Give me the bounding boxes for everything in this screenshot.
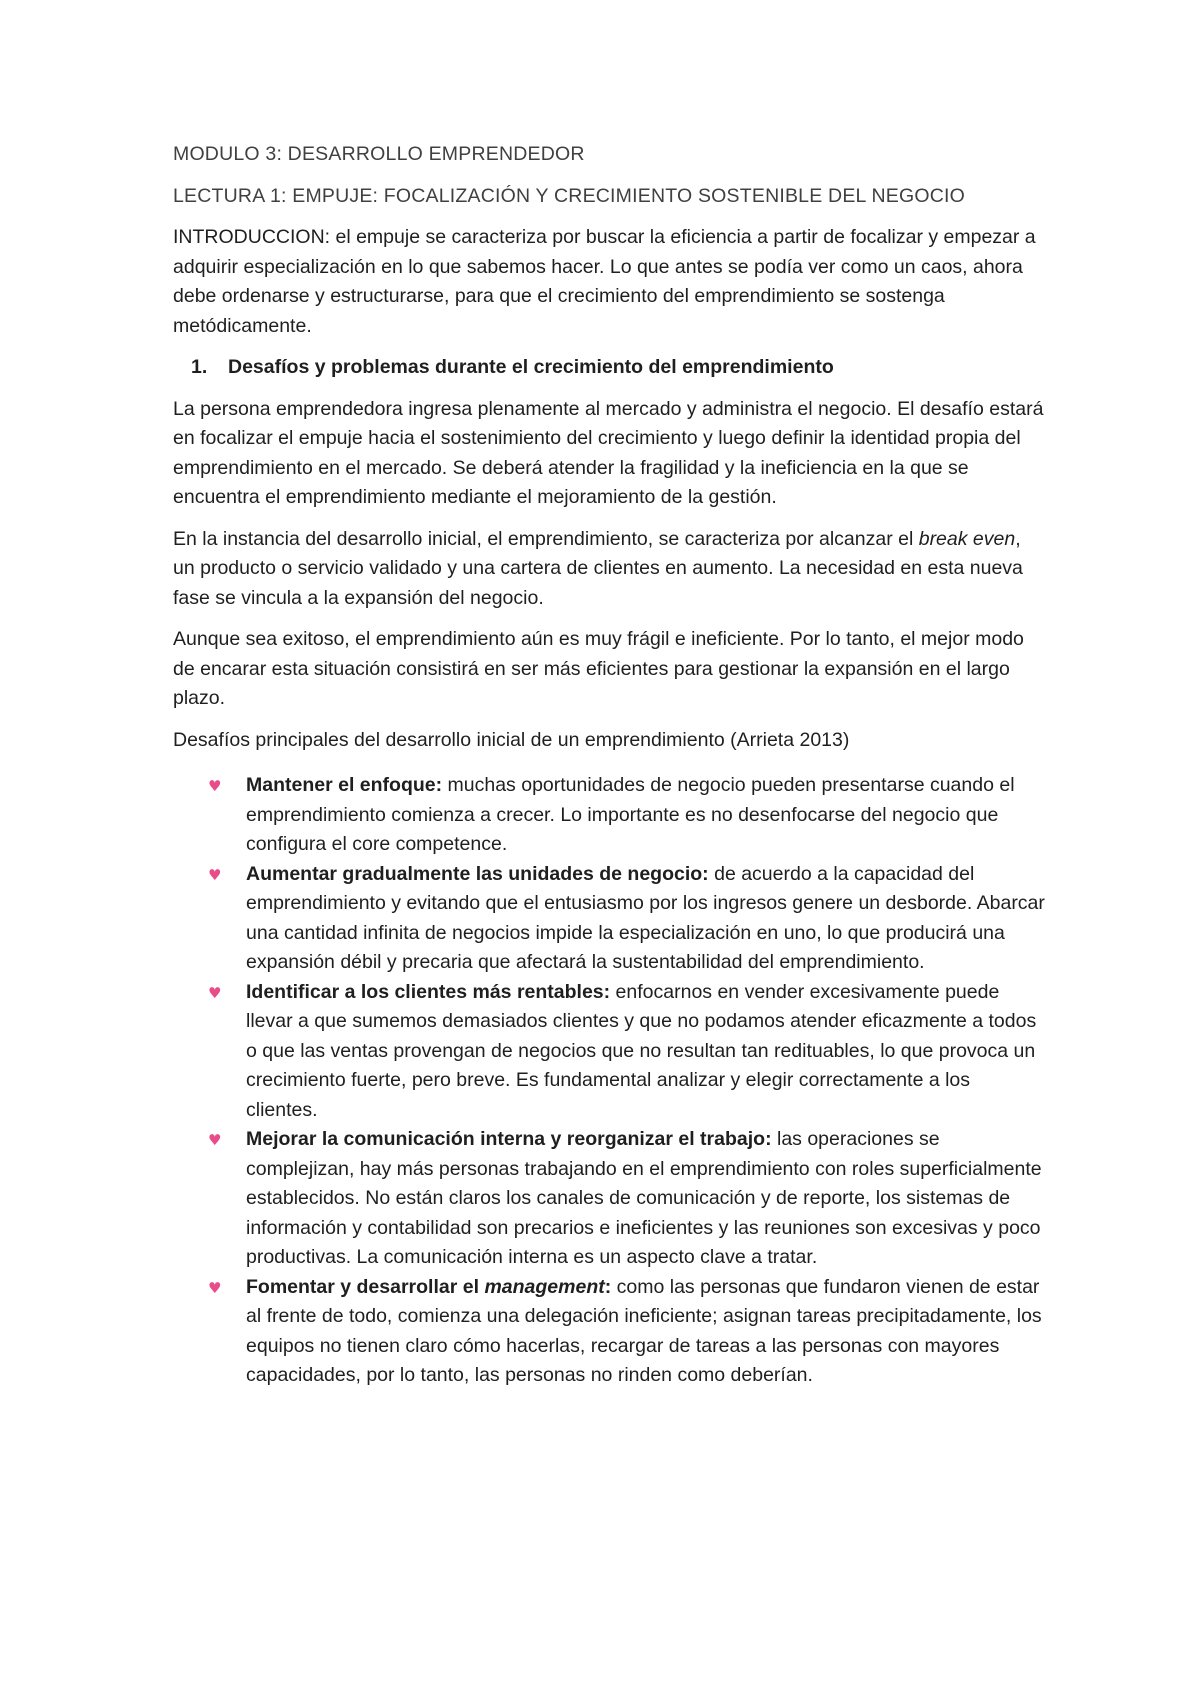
list-item-bold: Aumentar gradualmente las unidades de negocio: <box>246 862 709 885</box>
list-item-bold <box>246 1276 611 1298</box>
paragraph-2-before: En la instancia del desarrollo inicial, el emprendimiento, se caracteriza por alcanzar el <box>173 527 919 550</box>
module-title: MODULO 3: DESARROLLO EMPRENDEDOR <box>173 143 585 165</box>
list-intro: Desafíos principales del desarrollo inicial de un emprendimiento (Arrieta 2013) <box>173 728 850 751</box>
intro-paragraph: INTRODUCCION: el empuje se caracteriza por buscar la eficiencia a partir de focalizar y empezar a adquirir especialización en lo que sabemos hacer. Lo que antes se podía ver como un caos, ahora debe ordenarse y estructurarse, para que el crecimiento del emprendimiento se sostenga metódicamente. <box>173 226 1036 337</box>
list-item-bold: Mantener el enfoque: <box>246 774 443 796</box>
paragraph-1: La persona emprendedora ingresa plenamente al mercado y administra el negocio. El desafío estará en focalizar el empuje hacia el sostenimiento del crecimiento y luego definir la identidad propia del emprendimiento en el mercado. Se deberá atender la fragilidad y la ineficiencia en la que se encuentra el emprendimiento mediante el mejoramiento de la gestión. <box>173 397 1044 508</box>
heart-icon: ♥ <box>208 983 222 1002</box>
paragraph-2 <box>173 525 1045 614</box>
list-item-bold-before: Fomentar y desarrollar el <box>246 1275 485 1298</box>
heart-icon: ♥ <box>208 865 222 884</box>
heart-icon: ♥ <box>208 777 222 795</box>
list-item-bold-italic: management <box>484 1275 605 1298</box>
list-item-bold-after: : <box>604 1275 612 1298</box>
heart-icon: ♥ <box>208 1131 222 1149</box>
list-item-bold: Mejorar la comunicación interna y reorganizar el trabajo: <box>246 1128 772 1150</box>
paragraph-2-italic: break even <box>918 527 1016 550</box>
lecture-title: LECTURA 1: EMPUJE: FOCALIZACIÓN Y CRECIMIENTO SOSTENIBLE DEL NEGOCIO <box>173 184 965 207</box>
list-item <box>173 978 1045 1126</box>
list-item-text: enfocarnos en vender excesivamente puede llevar a que sumemos demasiados clientes y que no podamos atender eficazmente a todos o que las ventas provengan de negocios que no resultan tan redituables, lo que provoca un crecimiento fuerte, pero breve. Es fundamental analizar y elegir correctamente a los clientes. <box>246 980 1037 1121</box>
list-item-bold: Identificar a los clientes más rentables: <box>246 980 611 1003</box>
list-item-text: las operaciones se complejizan, hay más personas trabajando en el emprendimiento con roles superficialmente establecidos. No están claros los canales de comunicación y de reporte, los sistemas de información y contabilidad son precarios e ineficientes y las reuniones son excesivas y poco productivas. La comunicación interna es un aspecto clave a tratar. <box>246 1128 1042 1268</box>
paragraph-3: Aunque sea exitoso, el emprendimiento aún es muy frágil e ineficiente. Por lo tanto, el mejor modo de encarar esta situación consistirá en ser más eficientes para gestionar la expansión en el largo plazo. <box>173 628 1024 709</box>
document-page <box>173 140 1045 1391</box>
list-item-text: muchas oportunidades de negocio pueden presentarse cuando el emprendimiento comienza a crecer. Lo importante es no desenfocarse del negocio que configura el core competence. <box>246 774 1015 855</box>
paragraph-2-after: , un producto o servicio validado y una cartera de clientes en aumento. La necesidad en esta nueva fase se vincula a la expansión del negocio. <box>173 527 1023 609</box>
list-item-text: de acuerdo a la capacidad del emprendimiento y evitando que el entusiasmo por los ingresos genere un desborde. Abarcar una cantidad infinita de negocios impide la especialización en uno, lo que producirá una expansión débil y precaria que afectará la sustentabilidad del emprendimiento. <box>246 862 1045 973</box>
section-title: Desafíos y problemas durante el crecimiento del emprendimiento <box>228 356 834 378</box>
list-item <box>173 1273 1045 1391</box>
list-item <box>173 1125 1045 1273</box>
heart-icon: ♥ <box>208 1278 222 1297</box>
section-number: 1. <box>191 356 208 378</box>
section-heading <box>173 353 1045 383</box>
list-item <box>173 771 1045 860</box>
challenges-list <box>173 771 1045 1391</box>
list-item-text: como las personas que fundaron vienen de estar al frente de todo, comienza una delegación ineficiente; asignan tareas precipitadamente, los equipos no tienen claro cómo hacerlas, recargar de tareas a las personas con mayores capacidades, por lo tanto, las personas no rinden como deberían. <box>246 1275 1042 1386</box>
list-item <box>173 860 1045 978</box>
